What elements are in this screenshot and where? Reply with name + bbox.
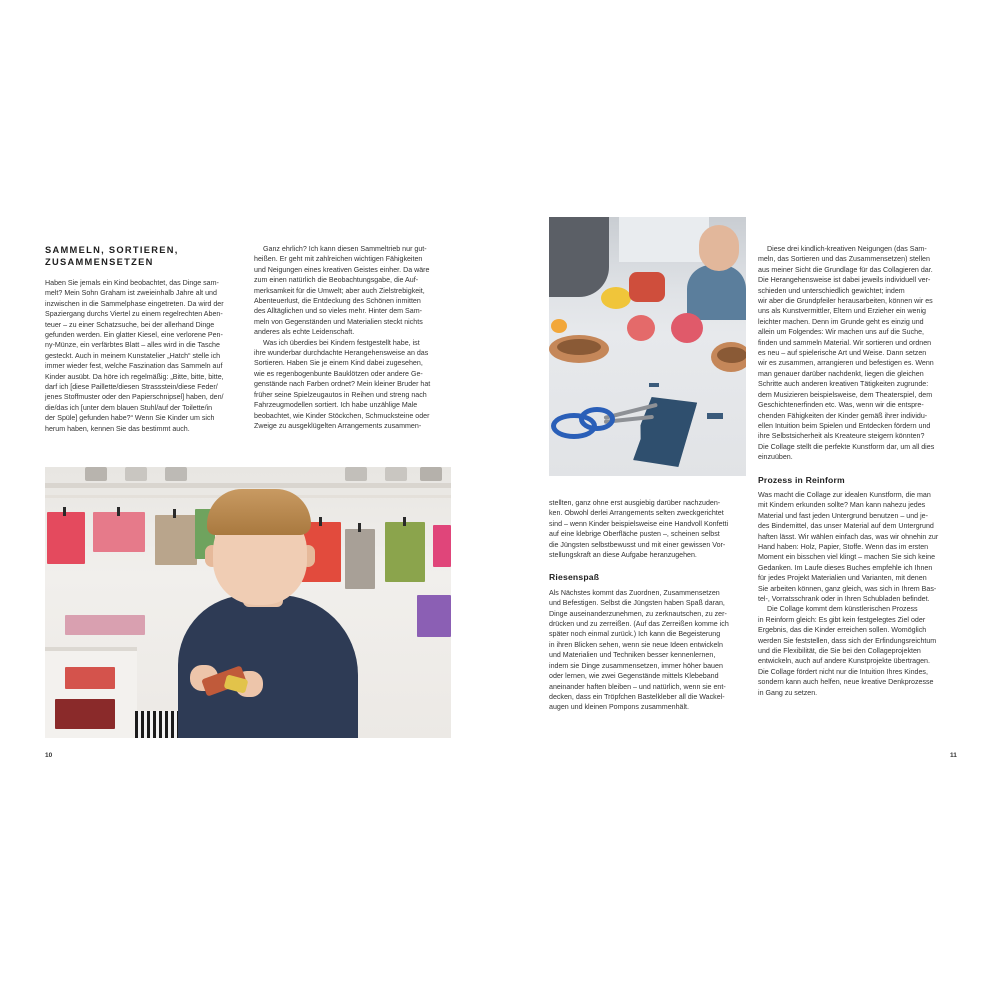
- text-line: in Reinform gleich: Es gibt kein festgelegtes Ziel oder: [758, 615, 926, 624]
- text-line: die/das ich [unter dem blauen Stuhl/auf der Toilette/in: [45, 403, 213, 412]
- text-line: Die Collage kommt dem künstlerischen Prozess: [767, 605, 918, 614]
- text-line: meln von Gegenständen und Materialien steckt nichts: [254, 317, 423, 326]
- text-line: decken, dass ein Tröpfchen Bastelkleber all die Wackel-: [549, 692, 725, 701]
- text-line: Abenteuerlust, die Entdeckung des Schönen inmitten: [254, 297, 421, 306]
- text-line: uns als Kunstvermittler, Eltern und Erzieher ein wenig: [758, 307, 926, 316]
- text-line: Was ich überdies bei Kindern festgestellt habe, ist: [263, 338, 420, 347]
- text-line: merksamkeit für die Umwelt; aber auch Zielstrebigkeit,: [254, 286, 425, 295]
- text-line: Zweige zu ausgeklügelten Arrangements zusammen-: [254, 421, 422, 430]
- text-line: und die Flexibilität, die Sie bei den Collageprojekten: [758, 647, 921, 656]
- text-line: einzuüben.: [758, 453, 793, 462]
- text-line: mit Kindern erkunden sollte? Man kann nahezu jedes: [758, 501, 926, 510]
- text-line: stellungskraft an diese Aufgabe heranzugehen.: [549, 551, 697, 560]
- text-line: beobachtet, wie Kinder Stöckchen, Schmucksteine oder: [254, 411, 430, 420]
- text-line: zum einen natürlich die Beobachtungsgabe, die Auf-: [254, 276, 419, 285]
- text-line: leichter machen. Denn im Grunde geht es einzig und: [758, 317, 924, 326]
- left-column-2: [254, 244, 452, 431]
- text-line: sondern kann auch helfen, neue kreative Denkprozesse: [758, 678, 934, 687]
- text-line: anderes als echte Leidenschaft.: [254, 328, 355, 337]
- text-line: Spaziergang durchs Viertel zu einem regelrechten Aben-: [45, 310, 223, 319]
- text-line: Sortieren. Haben Sie je einem Kind dabei zugesehen,: [254, 359, 423, 368]
- paragraph: [758, 490, 956, 604]
- text-line: Moment ein bisschen viel klingt – machen Sie sich keine: [758, 553, 936, 562]
- right-column-1: [549, 498, 747, 713]
- text-line: stellten, ganz ohne erst ausgiebig darüber nachzuden-: [549, 499, 721, 507]
- text-line: allein um Folgendes: Wir machen uns auf die Suche,: [758, 328, 925, 337]
- text-line: augen und kleinen Pompons zusammenhält.: [549, 703, 689, 712]
- text-line: immer wieder fest, welche Faszination das Sammeln auf: [45, 362, 223, 371]
- text-line: später noch einmal zurück.) Ich kann die Begeisterung: [549, 630, 721, 639]
- text-line: die Jüngsten selbstbewusst und mit einer gewissen Vor-: [549, 540, 726, 549]
- text-line: Kinder ausübt. Da höre ich regelmäßig: „Bitte, bitte, bitte,: [45, 372, 224, 381]
- text-line: ellen Intuition beim Spielen und Entdecken fördern und: [758, 421, 931, 430]
- paragraph: [758, 244, 956, 463]
- text-line: Diese drei kindlich-kreativen Neigungen (das Sam-: [767, 245, 927, 253]
- text-line: ny-Münze, ein verfärbtes Blatt – alles wird in die Tasche: [45, 341, 220, 350]
- text-line: früher seine Spielzeugautos in Reihen und streng nach: [254, 390, 427, 399]
- photo-craft-table: [549, 217, 746, 476]
- text-line: der Spüle] gefunden habe?“ Wenn Sie Kinder um sich: [45, 414, 215, 423]
- text-line: jenes Stoffmuster oder den Papierschnipsel] haben, den/: [45, 393, 224, 402]
- text-line: Schritte auch anderen kreativen Tätigkeiten zugrunde:: [758, 380, 929, 389]
- text-line: Hand haben: Holz, Papier, Stoffe. Wenn das im ersten: [758, 542, 929, 551]
- text-line: und Neigungen eines kreativen Geistes einher. Da wäre: [254, 265, 430, 274]
- text-line: oder lernen, wie zwei Gegenstände mittels Klebeband: [549, 672, 719, 681]
- text-line: teuer – zu einer Schatzsuche, bei der allerhand Dinge: [45, 320, 215, 329]
- text-line: Als Nächstes kommt das Zuordnen, Zusammensetzen: [549, 588, 720, 597]
- text-line: inzwischen in die Sammelphase eingetreten. Da wird der: [45, 299, 224, 308]
- text-line: wir es zusammen, arrangieren und befestigen es. Wenn: [758, 359, 934, 368]
- text-line: für jedes Projekt Materialien und Varianten, mit denen: [758, 574, 927, 583]
- left-column-1: [45, 278, 241, 434]
- text-line: schieden und unterschiedlich gewichtet; indem: [758, 286, 905, 295]
- text-line: in Gang zu setzen.: [758, 688, 818, 697]
- text-line: entwickeln, auch auf andere Kunstprojekte übertragen.: [758, 657, 930, 666]
- subheading-prozess: Prozess in Reinform: [758, 474, 845, 485]
- paragraph: [549, 498, 747, 560]
- section-heading: SAMMELN, SORTIEREN, ZUSAMMENSETZEN: [45, 245, 179, 267]
- text-line: man genauer darüber nachdenkt, liegen die gleichen: [758, 369, 924, 378]
- page-number-left: 10: [45, 752, 53, 759]
- text-line: Die Herangehensweise ist dabei jeweils individuell ver-: [758, 276, 931, 285]
- text-line: Gedanken. Im Laufe dieses Buches empfehle ich Ihnen: [758, 563, 933, 572]
- text-line: genstände nach Farben ordnet? Mein kleiner Bruder hat: [254, 380, 431, 389]
- text-line: dem Musizieren beispielsweise, dem Theaterspiel, dem: [758, 390, 933, 399]
- text-line: Dinge auseinanderzunehmen, zu zerknautschen, zu zer-: [549, 609, 727, 618]
- text-line: Ganz ehrlich? Ich kann diesen Sammeltrieb nur gut-: [263, 245, 427, 253]
- text-line: gesteckt. Auch in meinem Kunstatelier „Hatch“ stelle ich: [45, 351, 221, 360]
- text-line: Die Collage fördert nicht nur die Intuition Ihres Kindes,: [758, 667, 928, 676]
- text-line: werden Sie feststellen, dass sich der Erfindungsreichtum: [758, 636, 937, 645]
- text-line: in ihren Blicken sehen, wenn sie neue Ideen entwickeln: [549, 640, 723, 649]
- right-column-2: [758, 244, 956, 698]
- photo-boy-crafting: [45, 467, 451, 738]
- text-line: aneinander haften bleiben – und natürlich, wenn sie ent-: [549, 682, 726, 691]
- paragraph: [549, 588, 747, 713]
- text-line: und Materialien und Techniken besser kennenlernen,: [549, 651, 716, 660]
- text-line: haften lässt. Wir wählen einfach das, was wir ohnehin zur: [758, 532, 939, 541]
- paragraph: [758, 604, 956, 698]
- text-line: gefunden werden. Ein glatter Kiesel, eine verlorene Pen-: [45, 331, 223, 340]
- paragraph: [254, 338, 452, 432]
- text-line: Die Collage stellt die perfekte Kunstform dar, um all dies: [758, 442, 935, 451]
- paragraph: [254, 244, 452, 338]
- text-line: Haben Sie jemals ein Kind beobachtet, das Dinge sam-: [45, 279, 219, 287]
- text-line: des Alltäglichen und so vieles mehr. Hinter dem Sam-: [254, 307, 422, 316]
- text-line: des Bindemittel, das unser Material auf dem Untergrund: [758, 522, 934, 531]
- text-line: wir aber die Grundpfeiler herausarbeiten, können wir es: [758, 297, 933, 306]
- text-line: Geschichtenerfinden etc. Was, wenn wir die entspre-: [758, 401, 924, 410]
- text-line: Was macht die Collage zur idealen Kunstform, die man: [758, 490, 931, 499]
- text-line: und Befestigen. Selbst die Jüngsten haben Spaß daran,: [549, 599, 725, 608]
- text-line: Sie arbeiten können, ganz gleich, was sich in Ihrem Bas-: [758, 584, 937, 593]
- text-line: indem sie Dinge zusammensetzen, immer höher bauen: [549, 661, 723, 670]
- text-line: drücken und zu zerreißen. (Auf das Zerreißen komme ich: [549, 620, 729, 629]
- text-line: melt? Mein Sohn Graham ist zweieinhalb Jahre alt und: [45, 289, 217, 298]
- paragraph: [45, 278, 241, 434]
- text-line: auf eine klebrige Oberfläche pusten –, scheinen selbst: [549, 530, 720, 539]
- text-line: sind – wenn Kinder beispielsweise eine Handvoll Konfetti: [549, 519, 729, 528]
- text-line: ihre Selbstsicherheit als Kreateure steigern könnten?: [758, 432, 925, 441]
- text-line: heißen. Er geht mit zahlreichen wichtigen Fähigkeiten: [254, 255, 423, 264]
- text-line: Fahrzeugmodellen sortiert. Ich habe unzählige Male: [254, 401, 418, 410]
- page-number-right: 11: [950, 752, 957, 759]
- text-line: wie es regenbogenbunte Bauklötzen oder andere Ge-: [254, 369, 423, 378]
- text-line: Material und fast jeden Untergrund benutzen – und je-: [758, 511, 928, 520]
- text-line: chenden Fähigkeiten der Kinder gemäß ihrer individu-: [758, 411, 928, 420]
- text-line: aus meiner Sicht die Grundlage für das Collagieren dar.: [758, 265, 933, 274]
- text-line: finden und sammeln Material. Wir sortieren und ordnen: [758, 338, 932, 347]
- text-line: Ergebnis, das die Kinder erreichen sollen. Womöglich: [758, 626, 927, 635]
- text-line: meln, das Sortieren und das Zusammensetzen) stellen: [758, 255, 930, 264]
- text-line: tel-, Vorratsschrank oder in Ihren Schubladen befindet.: [758, 595, 930, 603]
- text-line: herum haben, kennen Sie das bestimmt auch.: [45, 424, 190, 433]
- text-line: es neu – auf spielerische Art und Weise. Dann setzen: [758, 349, 927, 358]
- subheading-riesenspass: Riesenspaß: [549, 572, 600, 583]
- text-line: darf ich [diese Paillette/diesen Strassstein/diese Feder/: [45, 383, 218, 392]
- text-line: ihre wunderbar durchdachte Herangehensweise an das: [254, 349, 429, 358]
- text-line: ken. Obwohl derlei Arrangements selten zweckgerichtet: [549, 509, 724, 518]
